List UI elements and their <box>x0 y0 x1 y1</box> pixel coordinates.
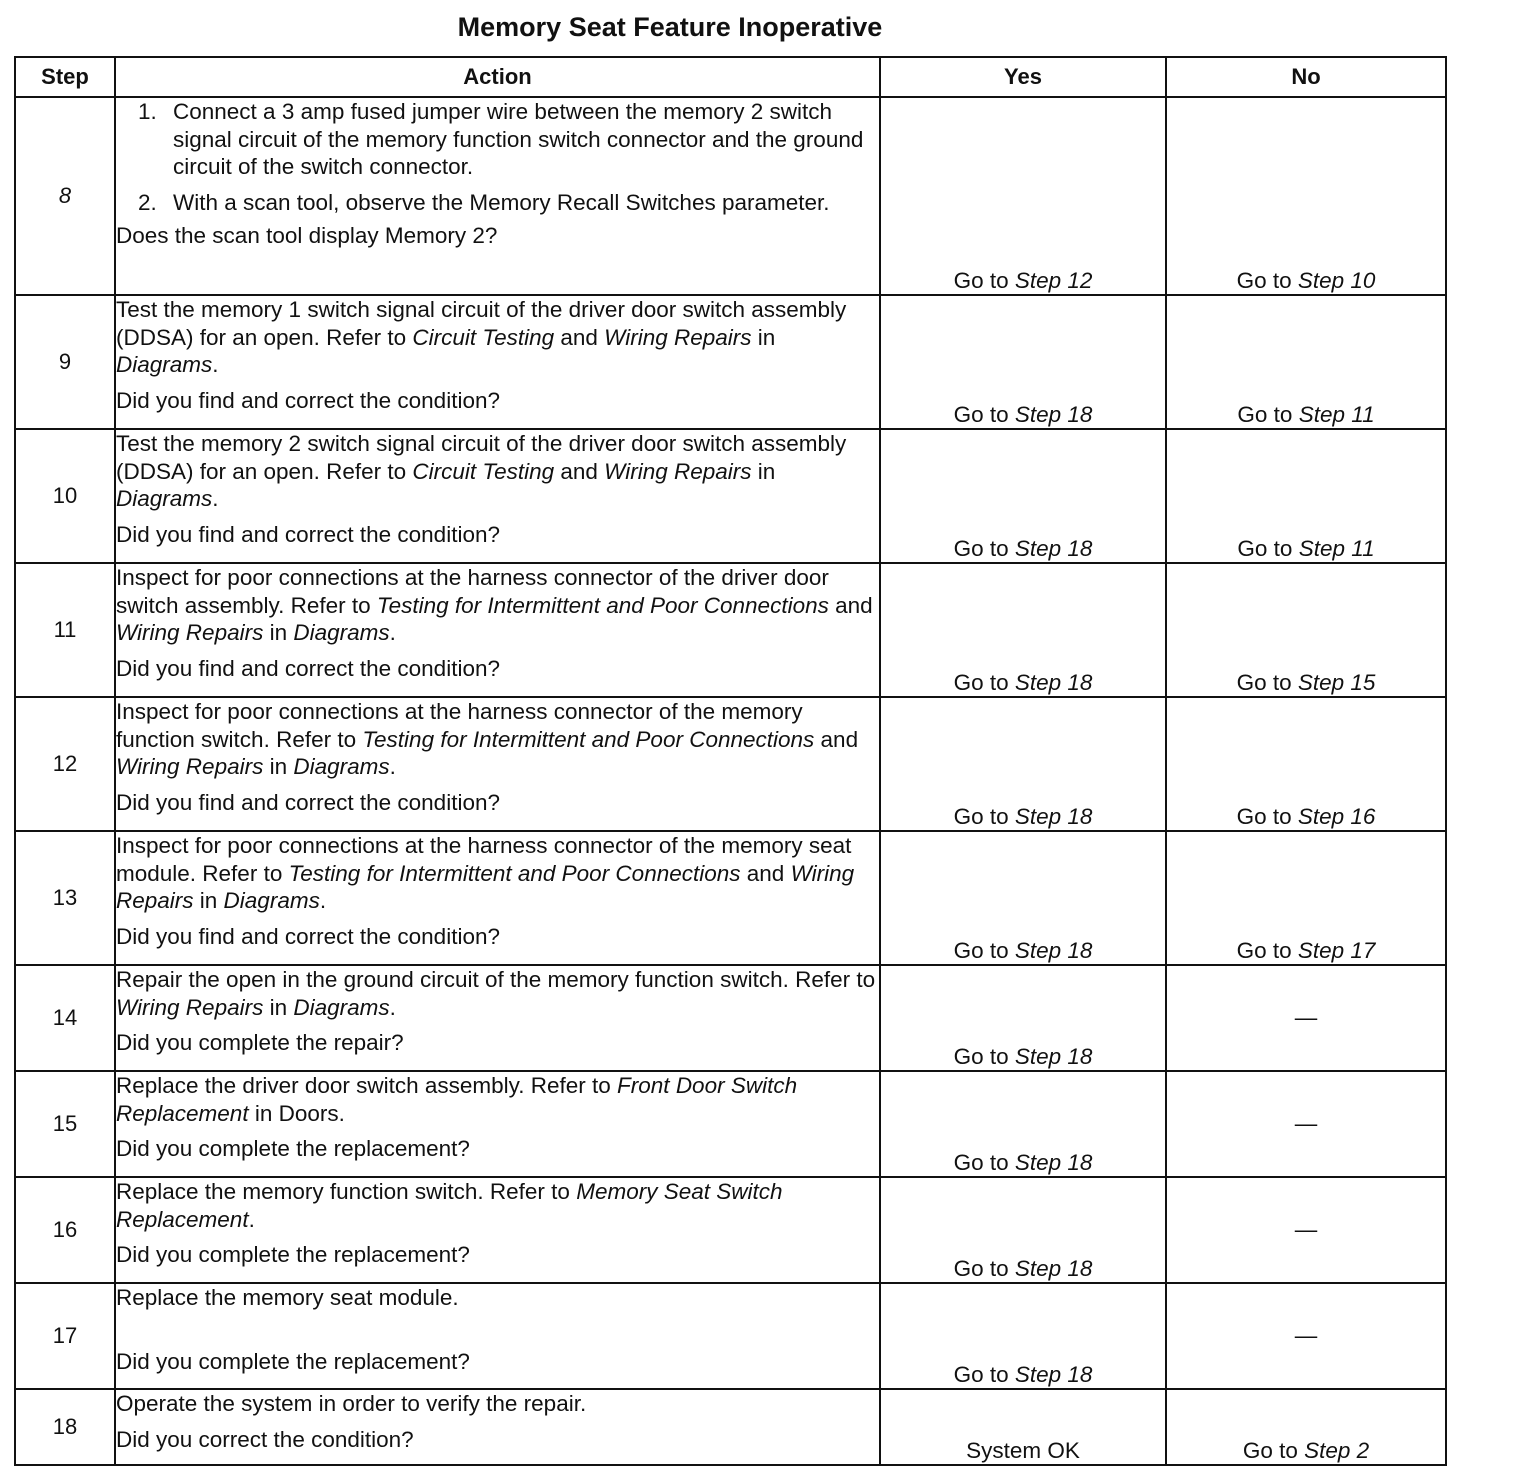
action-segment: . <box>212 486 219 511</box>
table-row <box>15 697 1446 831</box>
action-segment: . <box>389 620 396 645</box>
action-segment: in <box>751 324 776 350</box>
action-segment: . <box>319 888 327 913</box>
reference-link[interactable]: Wiring Repairs <box>116 620 264 645</box>
step-cell: 11 <box>15 563 115 697</box>
action-segment: Replace the driver door switch assembly. Refer to <box>116 1073 618 1098</box>
header-no: No <box>1166 57 1446 97</box>
action-segment: and <box>740 860 791 886</box>
action-segment: Repair the open in the ground circuit of the memory function switch. Refer to <box>116 967 876 992</box>
yes-cell <box>880 1389 1166 1465</box>
goto-prefix: Go to <box>1237 536 1299 561</box>
step-cell: 14 <box>15 965 115 1071</box>
step-link[interactable]: Step 15 <box>1297 670 1376 695</box>
action-segment: . <box>212 352 219 377</box>
goto-prefix: Go to <box>953 402 1015 427</box>
goto-prefix: Go to <box>953 1362 1015 1387</box>
goto-prefix: Go to <box>1236 804 1298 829</box>
document-title: Memory Seat Feature Inoperative <box>457 12 883 42</box>
step-cell: 8 <box>15 97 115 295</box>
step-link[interactable]: Step 18 <box>1014 1044 1093 1069</box>
reference-link[interactable]: Testing for Intermittent and Poor Connections <box>288 860 741 886</box>
yes-result: System OK <box>966 1438 1080 1463</box>
action-segment: . <box>389 994 396 1020</box>
action-segment: in <box>263 620 294 645</box>
reference-link[interactable]: Memory Seat Switch Replacement <box>116 1179 783 1232</box>
substep-text: With a scan tool, observe the Memory Recall Switches parameter. <box>173 189 830 215</box>
action-question: Does the scan tool display Memory 2? <box>116 223 498 248</box>
step-link[interactable]: Step 18 <box>1014 1362 1093 1387</box>
action-segment: and <box>828 592 873 618</box>
action-segment: in <box>751 458 776 484</box>
header-yes: Yes <box>880 57 1166 97</box>
reference-link[interactable]: Circuit Testing <box>412 324 555 350</box>
action-segment: . <box>248 1206 255 1232</box>
action-cell <box>115 1177 880 1283</box>
action-cell <box>115 97 880 295</box>
substep-list <box>116 98 879 216</box>
action-cell <box>115 1283 880 1389</box>
action-segment: Inspect for poor connections at the harness connector of the memory function switch. Refer to <box>116 699 803 752</box>
action-question: Did you complete the replacement? <box>116 1242 470 1267</box>
table-row <box>15 1071 1446 1177</box>
step-link[interactable]: Step 18 <box>1014 536 1093 561</box>
reference-link[interactable]: Circuit Testing <box>412 458 555 484</box>
goto-prefix: Go to <box>1237 402 1299 427</box>
step-link[interactable]: Step 18 <box>1014 1256 1093 1281</box>
yes-cell <box>880 1283 1166 1389</box>
action-segment: and <box>554 324 605 350</box>
no-cell <box>1166 697 1446 831</box>
step-cell: 16 <box>15 1177 115 1283</box>
substep-text: Connect a 3 amp fused jumper wire between the memory 2 switch signal circuit of the memory function switch connector and the ground circuit of the switch connector. <box>173 99 864 179</box>
yes-cell <box>880 563 1166 697</box>
table-body <box>15 97 1446 1465</box>
no-cell <box>1166 831 1446 965</box>
table-row <box>15 831 1446 965</box>
table-row <box>15 1389 1446 1465</box>
no-result-dash: — <box>1294 1005 1318 1030</box>
action-text <box>116 698 879 781</box>
step-cell: 13 <box>15 831 115 965</box>
no-result-dash: — <box>1294 1217 1318 1242</box>
no-result-dash: — <box>1294 1111 1318 1136</box>
step-link[interactable]: Step 18 <box>1014 1150 1093 1175</box>
table-row <box>15 1177 1446 1283</box>
action-cell <box>115 831 880 965</box>
reference-link[interactable]: Diagrams <box>116 486 213 511</box>
action-cell <box>115 295 880 429</box>
step-link[interactable]: Step 2 <box>1304 1438 1370 1463</box>
action-question: Did you correct the condition? <box>116 1426 414 1452</box>
no-cell <box>1166 563 1446 697</box>
step-link[interactable]: Step 11 <box>1298 402 1375 427</box>
step-cell: 18 <box>15 1389 115 1465</box>
table-row <box>15 295 1446 429</box>
substep-item <box>116 189 879 217</box>
yes-cell <box>880 965 1166 1071</box>
action-segment: Inspect for poor connections at the harness connector of the driver door switch assembly. Refer to <box>116 565 829 618</box>
action-question: Did you complete the replacement? <box>116 1136 470 1161</box>
no-cell <box>1166 429 1446 563</box>
yes-cell <box>880 429 1166 563</box>
yes-cell <box>880 697 1166 831</box>
no-cell <box>1166 1389 1446 1465</box>
action-segment: and <box>814 726 859 752</box>
action-question: Did you find and correct the condition? <box>116 387 500 413</box>
action-text <box>116 1072 879 1127</box>
reference-link[interactable]: Testing for Intermittent and Poor Connections <box>376 592 829 618</box>
substep-item <box>116 98 879 181</box>
reference-link[interactable]: Wiring Repairs <box>116 860 855 913</box>
action-segment: Test the memory 2 switch signal circuit of the driver door switch assembly (DDSA) for an open. Refer to <box>116 431 847 484</box>
action-text <box>116 296 879 379</box>
goto-prefix: Go to <box>953 1150 1015 1175</box>
reference-link[interactable]: Diagrams <box>116 352 213 377</box>
action-segment: in <box>263 994 294 1020</box>
table-row <box>15 97 1446 295</box>
goto-prefix: Go to <box>1236 938 1298 963</box>
action-segment: and <box>554 458 605 484</box>
step-cell: 15 <box>15 1071 115 1177</box>
substep-number: 2. <box>138 189 157 215</box>
action-segment: in Doors. <box>248 1100 345 1126</box>
goto-prefix: Go to <box>953 268 1015 293</box>
diagnostic-table <box>14 56 1447 1466</box>
goto-prefix: Go to <box>953 536 1015 561</box>
yes-cell <box>880 831 1166 965</box>
step-link[interactable]: Step 18 <box>1014 804 1093 829</box>
step-link[interactable]: Step 16 <box>1297 804 1376 829</box>
action-cell <box>115 697 880 831</box>
action-segment: Replace the memory function switch. Refer to <box>116 1179 577 1204</box>
action-segment: Inspect for poor connections at the harness connector of the memory seat module. Refer to <box>116 833 852 886</box>
reference-link[interactable]: Diagrams <box>293 754 390 779</box>
yes-cell <box>880 295 1166 429</box>
action-segment: Replace the memory seat module. <box>116 1285 459 1310</box>
reference-link[interactable]: Wiring Repairs <box>604 324 752 350</box>
step-link[interactable]: Step 18 <box>1014 670 1093 695</box>
no-cell <box>1166 295 1446 429</box>
reference-link[interactable]: Diagrams <box>223 888 320 913</box>
action-cell <box>115 1389 880 1465</box>
no-result-dash: — <box>1294 1323 1318 1348</box>
yes-cell <box>880 97 1166 295</box>
action-segment: in <box>263 754 294 779</box>
reference-link[interactable]: Wiring Repairs <box>116 994 264 1020</box>
action-text <box>116 1390 879 1418</box>
goto-prefix: Go to <box>953 1256 1015 1281</box>
step-cell: 17 <box>15 1283 115 1389</box>
action-segment: Test the memory 1 switch signal circuit of the driver door switch assembly (DDSA) for an open. Refer to <box>116 297 847 350</box>
reference-link[interactable]: Testing for Intermittent and Poor Connections <box>362 726 815 752</box>
goto-prefix: Go to <box>953 670 1015 695</box>
action-cell <box>115 965 880 1071</box>
table-row <box>15 965 1446 1071</box>
action-text <box>116 1178 879 1233</box>
reference-link[interactable]: Diagrams <box>293 994 390 1020</box>
goto-prefix: Go to <box>953 938 1015 963</box>
action-segment: . <box>389 754 396 779</box>
table-row <box>15 429 1446 563</box>
action-question: Did you find and correct the condition? <box>116 923 500 949</box>
step-link[interactable]: Step 12 <box>1014 268 1093 293</box>
table-header-row <box>15 57 1446 97</box>
action-cell <box>115 429 880 563</box>
no-cell <box>1166 97 1446 295</box>
goto-prefix: Go to <box>1236 268 1298 293</box>
yes-cell <box>880 1177 1166 1283</box>
table-row <box>15 1283 1446 1389</box>
action-segment: in <box>193 888 224 913</box>
action-question: Did you find and correct the condition? <box>116 655 500 681</box>
no-cell <box>1166 965 1446 1071</box>
action-text <box>116 832 879 915</box>
yes-cell <box>880 1071 1166 1177</box>
step-link[interactable]: Step 17 <box>1297 938 1376 963</box>
step-link[interactable]: Step 10 <box>1297 268 1376 293</box>
action-cell <box>115 1071 880 1177</box>
goto-prefix: Go to <box>953 804 1015 829</box>
goto-prefix: Go to <box>1236 670 1298 695</box>
step-cell: 10 <box>15 429 115 563</box>
table-row <box>15 563 1446 697</box>
step-link[interactable]: Step 18 <box>1014 938 1093 963</box>
step-cell: 9 <box>15 295 115 429</box>
goto-prefix: Go to <box>1242 1438 1305 1463</box>
reference-link[interactable]: Wiring Repairs <box>116 754 264 779</box>
substep-number: 1. <box>138 99 157 124</box>
action-text <box>116 966 879 1021</box>
action-cell <box>115 563 880 697</box>
no-cell <box>1166 1071 1446 1177</box>
no-cell <box>1166 1283 1446 1389</box>
reference-link[interactable]: Wiring Repairs <box>604 458 752 484</box>
goto-prefix: Go to <box>953 1044 1015 1069</box>
step-link[interactable]: Step 18 <box>1014 402 1093 427</box>
action-text <box>116 564 879 647</box>
action-question: Did you complete the replacement? <box>116 1348 470 1374</box>
reference-link[interactable]: Front Door Switch Replacement <box>116 1073 798 1126</box>
no-cell <box>1166 1177 1446 1283</box>
action-question: Did you find and correct the condition? <box>116 521 500 547</box>
action-question: Did you find and correct the condition? <box>116 789 500 815</box>
action-question: Did you complete the repair? <box>116 1030 404 1055</box>
header-step: Step <box>15 57 115 97</box>
step-cell: 12 <box>15 697 115 831</box>
action-segment: Operate the system in order to verify the repair. <box>116 1391 587 1416</box>
reference-link[interactable]: Diagrams <box>293 620 390 645</box>
header-action: Action <box>115 57 880 97</box>
action-text <box>116 1284 879 1312</box>
action-text <box>116 430 879 513</box>
step-link[interactable]: Step 11 <box>1298 536 1375 561</box>
